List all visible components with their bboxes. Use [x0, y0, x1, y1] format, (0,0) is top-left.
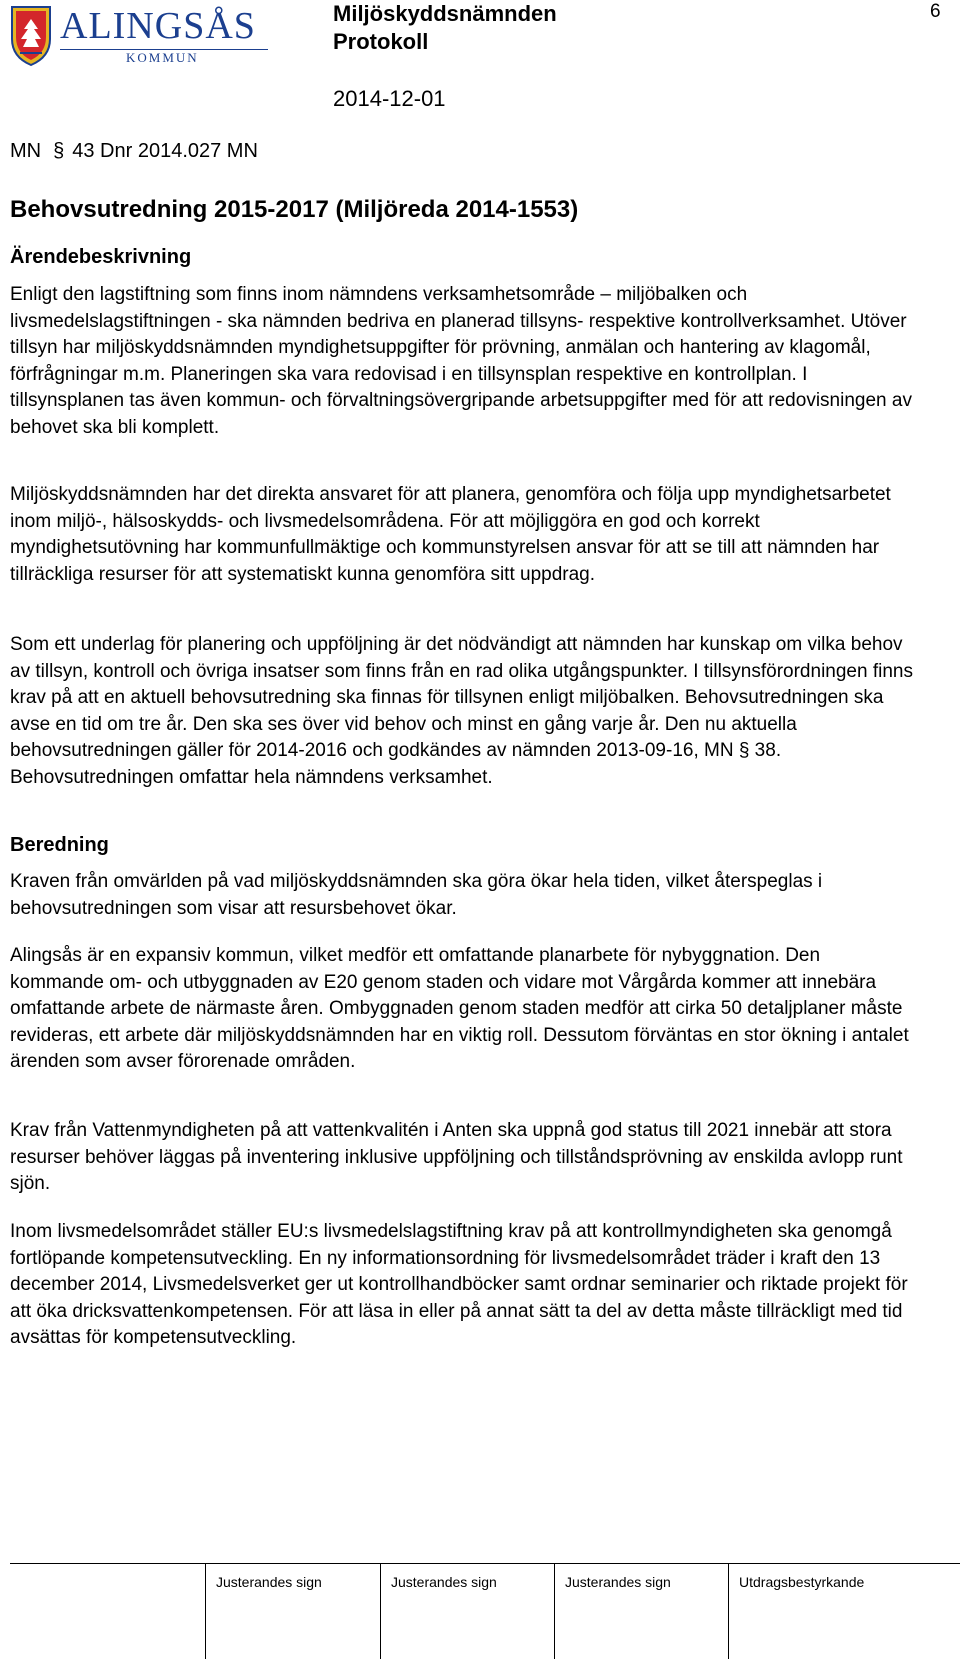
case-reference [10, 138, 258, 164]
certification-box [728, 1563, 960, 1659]
document-type: Protokoll [333, 29, 429, 54]
signature-label: Justerandes sign [391, 1574, 497, 1590]
signature-box [205, 1563, 381, 1659]
paragraph: Inom livsmedelsområdet ställer EU:s livsmedelslagstiftning krav på att kontrollmyndigheten ska genomgå fortlöpande kompetensutveckling. En ny informationsordning för livsmedelsområdet träder i kraft den 13 december 2014, Livsmedelsverket ger ut kontrollhandböcker samt ordnar seminarier och riktade projekt för att öka dricksvattenkompetensen. För att läsa in eller på annat sätt ta del av detta måste tillräckligt med tid avsättas för kompetensutveckling. [10, 1221, 908, 1348]
logo-subtext: KOMMUN [126, 50, 199, 65]
committee-name: Miljöskyddsnämnden [333, 1, 557, 26]
section-symbol: § [53, 140, 65, 162]
paragraph: Kraven från omvärlden på vad miljöskyddsnämnden ska göra ökar hela tiden, vilket återspeglas i behovsutredningen som visar att resursbehovet ökar. [10, 871, 823, 919]
section-heading-beredning: Beredning [10, 834, 109, 856]
logo-text: ALINGSÅS [60, 5, 256, 47]
paragraph: Som ett underlag för planering och uppföljning är det nödvändigt att nämnden har kunskap om vilka behov av tillsyn, kontroll och övriga insatser som finns från en rad olika utgångspunkter. I tillsynsförordningen finns krav på att en aktuell behovsutredning ska finnas för tillsynen enligt miljöbalken. Behovsutredningen ska avse en tid om tre år. Den ska ses över vid behov och minst en gång varje år. Den nu aktuella behovsutredningen gäller för 2014-2016 och godkändes av nämnden 2013-09-16, MN § 38. Behovsutredningen omfattar hela nämndens verksamhet. [10, 634, 913, 788]
paragraph: Enligt den lagstiftning som finns inom nämndens verksamhetsområde – miljöbalken och livsmedelslagstiftningen - ska nämnden bedriva en planerad tillsyns- respektive kontrollverksamhet. Utöver tillsyn har miljöskyddsnämnden myndighetsuppgifter för prövning, anmälan och hantering av klagomål, förfrågningar m.m. Planeringen ska vara redovisad i en tillsynsplan respektive en kontrollplan. I tillsynsplanen tas även kommun- och förvaltningsövergripande arbetsuppgifter med för att redovisningen av behovet ska bli komplett. [10, 284, 912, 438]
signature-box [554, 1563, 729, 1659]
alingsas-logo [10, 5, 310, 69]
mn-prefix: MN [10, 140, 42, 162]
case-number: 43 Dnr 2014.027 MN [72, 140, 258, 162]
signature-label: Justerandes sign [216, 1574, 322, 1590]
section-heading-arendebeskrivning: Ärendebeskrivning [10, 246, 192, 268]
certification-label: Utdragsbestyrkande [739, 1574, 865, 1590]
signature-box [380, 1563, 555, 1659]
paragraph: Krav från Vattenmyndigheten på att vattenkvalitén i Anten ska uppnå god status till 2021 innebär att stora resurser behöver läggas på inventering inklusive uppföljning och tillståndsprövning av enskilda avlopp runt sjön. [10, 1120, 903, 1194]
meeting-date: 2014-12-01 [333, 86, 446, 111]
paragraph: Miljöskyddsnämnden har det direkta ansvaret för att planera, genomföra och följa upp myndighetsarbetet inom miljö-, hälsoskydds- och livsmedelsområdena. För att möjliggöra en god och korrekt myndighetsutövning har kommunfullmäktige och kommunstyrelsen ansvar för att se till att nämnden har tillräckliga resurser för att systematiskt kunna genomföra sitt uppdrag. [10, 484, 891, 585]
paragraph: Alingsås är en expansiv kommun, vilket medför ett omfattande planarbete för nybyggnation. Den kommande om- och utbyggnaden av E20 genom staden och vidare mot Vårgårda kommer att innebära omfattande arbete de närmaste åren. Ombyggnaden genom staden medför att cirka 50 detaljplaner måste revideras, ett arbete där miljöskyddsnämnden har en viktig roll. Dessutom förväntas en stor ökning i antalet ärenden som avser förorenade områden. [10, 945, 909, 1072]
signature-label: Justerandes sign [565, 1574, 671, 1590]
page-number: 6 [930, 1, 941, 22]
document-title: Behovsutredning 2015-2017 (Miljöreda 2014-1553) [10, 196, 579, 223]
